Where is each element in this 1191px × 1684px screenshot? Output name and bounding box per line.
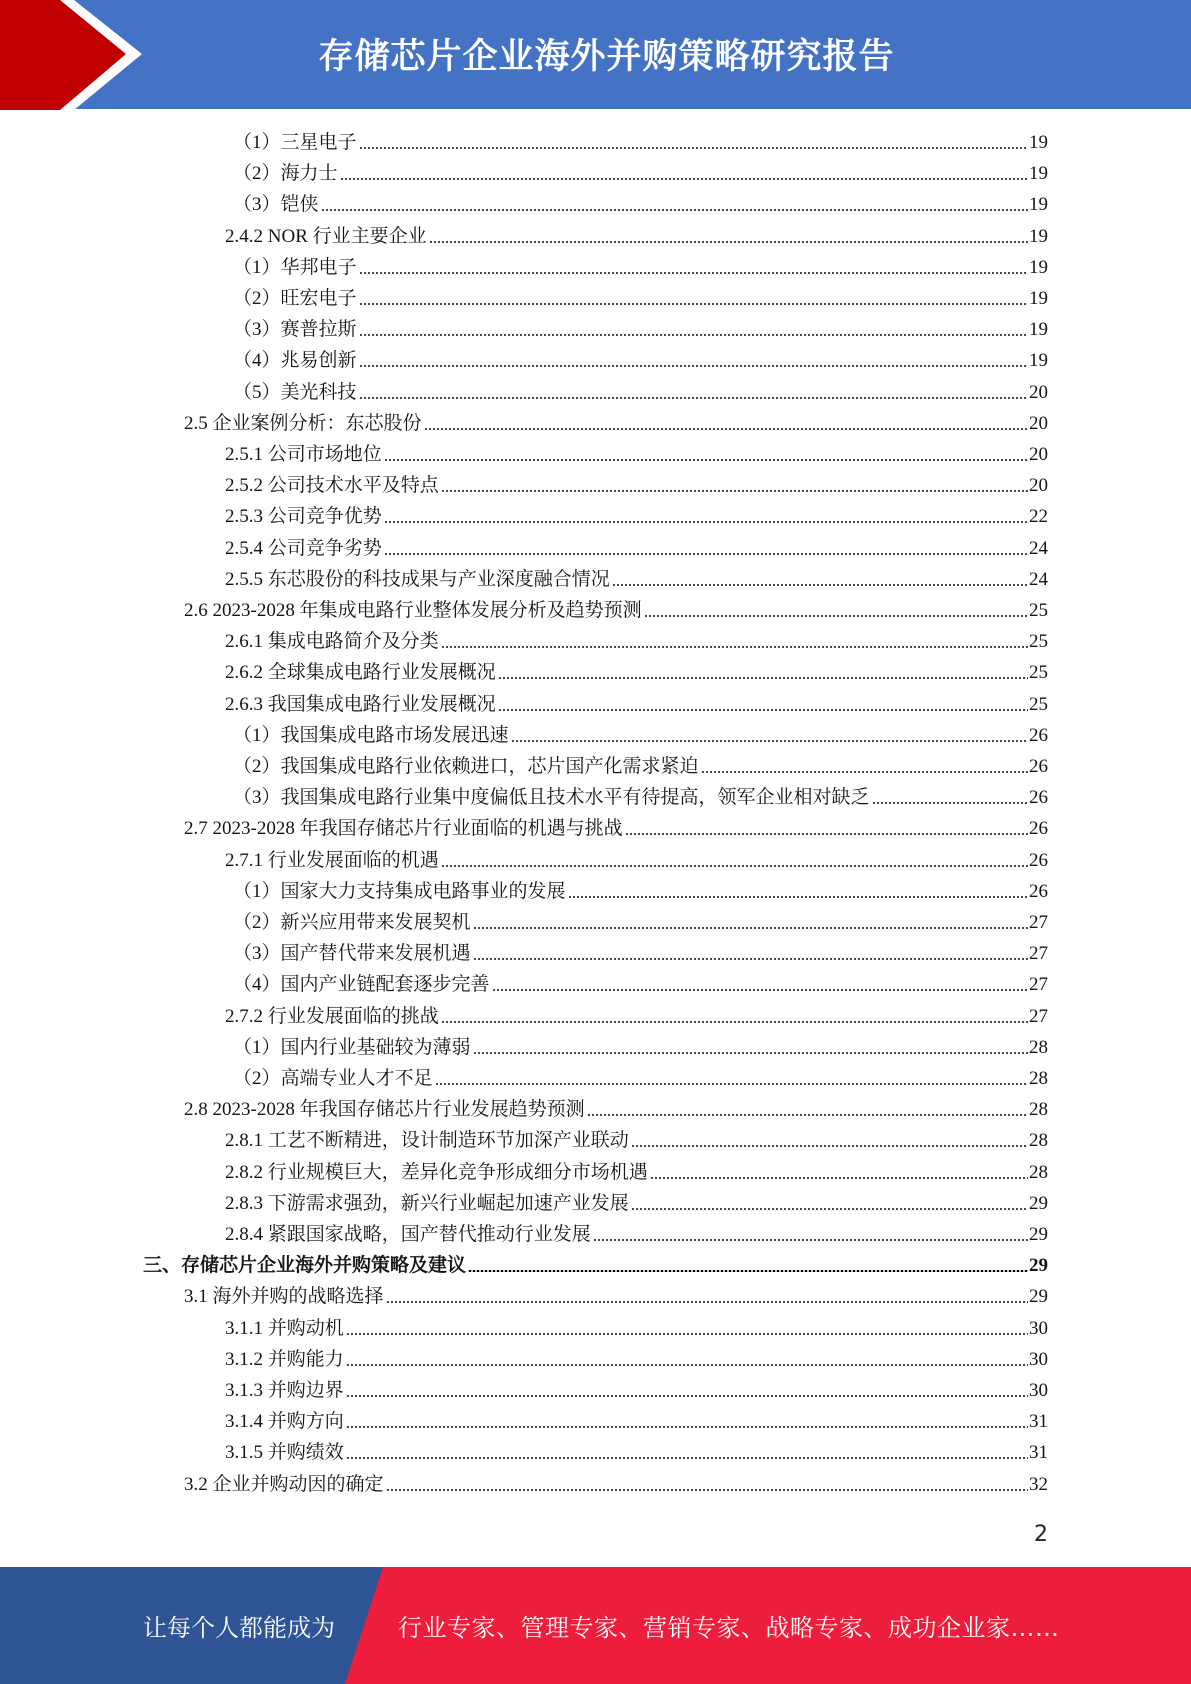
toc-entry[interactable] [184,1469,1048,1500]
toc-entry-title: （1）华邦电子 [233,256,357,278]
toc-entry-title: 2.5.2 公司技术水平及特点 [225,475,439,497]
toc-entry[interactable] [233,969,1048,1000]
toc-entry-title: （4）国内产业链配套逐步完善 [233,974,490,996]
toc-entry[interactable] [225,689,1048,720]
toc-dot-leader [359,303,1028,305]
toc-entry[interactable] [225,1375,1048,1406]
toc-entry[interactable] [225,439,1048,470]
toc-entry-page: 28 [1029,1099,1048,1121]
toc-entry[interactable] [233,1063,1048,1094]
footer-slogan: 让每个人都能成为 [143,1614,335,1642]
toc-dot-leader [468,1270,1028,1272]
toc-entry-page: 28 [1029,1130,1048,1152]
toc-entry[interactable] [233,751,1048,782]
toc-dot-leader [498,677,1028,679]
toc-entry-title: （3）国产替代带来发展机遇 [233,943,471,965]
toc-entry-title: （2）海力士 [233,163,338,185]
toc-dot-leader [492,989,1028,991]
document-title: 存储芯片企业海外并购策略研究报告 [318,37,895,77]
toc-entry[interactable] [233,158,1048,189]
toc-entry-page: 26 [1029,818,1048,840]
toc-entry-page: 19 [1029,132,1048,153]
toc-dot-leader [340,178,1028,180]
toc-dot-leader [429,241,1028,243]
toc-entry-title: 2.5 企业案例分析：东芯股份 [184,412,422,434]
toc-entry-title: 3.1.2 并购能力 [225,1348,344,1370]
toc-entry-title: （2）高端专业人才不足 [233,1068,433,1089]
toc-entry[interactable] [233,782,1048,813]
toc-entry-page: 26 [1029,756,1048,777]
toc-entry-page: 19 [1029,288,1048,309]
toc-entry-page: 26 [1029,849,1048,871]
toc-entry-title: （1）国家大力支持集成电路事业的发展 [233,880,566,902]
toc-dot-leader [498,709,1028,711]
toc-entry[interactable] [225,1219,1048,1250]
toc-entry-page: 20 [1029,412,1048,434]
page-number: 2 [1034,1522,1048,1547]
toc-entry[interactable] [225,1344,1048,1375]
toc-dot-leader [384,459,1028,461]
toc-entry-page: 26 [1029,880,1048,902]
toc-dot-leader [473,958,1028,960]
toc-dot-leader [386,1301,1028,1303]
toc-entry[interactable] [225,845,1048,876]
toc-entry-title: （5）美光科技 [233,381,357,403]
toc-entry-page: 19 [1029,256,1048,278]
toc-entry[interactable] [233,189,1048,220]
toc-entry-title: 2.6.2 全球集成电路行业发展概况 [225,662,496,684]
toc-entry-page: 30 [1029,1348,1048,1370]
toc-entry-title: （3）铠侠 [233,194,319,216]
toc-entry-title: 2.8.4 紧跟国家战略，国产替代推动行业发展 [225,1224,591,1245]
toc-entry[interactable] [233,876,1048,907]
toc-entry-page: 27 [1029,1005,1048,1027]
toc-dot-leader [441,1021,1028,1023]
toc-dot-leader [346,1395,1028,1397]
toc-entry[interactable] [233,377,1048,408]
toc-entry-title: 2.6.3 我国集成电路行业发展概况 [225,693,496,715]
toc-dot-leader [424,428,1028,430]
toc-entry[interactable] [225,657,1048,688]
toc-entry-page: 24 [1029,537,1048,559]
toc-entry[interactable] [233,907,1048,938]
toc-entry-title: 2.5.5 东芯股份的科技成果与产业深度融合情况 [225,568,610,590]
toc-entry[interactable] [225,564,1048,595]
toc-entry[interactable] [225,1125,1048,1156]
toc-entry-title: 三、存储芯片企业海外并购策略及建议 [143,1255,467,1277]
toc-entry-page: 31 [1029,1442,1048,1464]
toc-entry[interactable] [225,626,1048,657]
toc-entry-page: 22 [1029,506,1048,528]
toc-dot-leader [644,615,1028,617]
toc-entry-page: 20 [1029,381,1048,403]
toc-dot-leader [441,490,1028,492]
toc-dot-leader [346,1364,1028,1366]
toc-entry-page: 31 [1029,1411,1048,1433]
toc-entry[interactable] [233,127,1048,158]
toc-entry[interactable] [225,1406,1048,1437]
toc-dot-leader [650,1177,1028,1179]
toc-entry-page: 19 [1029,319,1048,341]
toc-entry-title: 3.2 企业并购动因的确定 [184,1473,384,1495]
toc-dot-leader [441,865,1028,867]
toc-entry-title: 2.6.1 集成电路简介及分类 [225,631,439,653]
toc-dot-leader [346,1457,1028,1459]
toc-entry-page: 19 [1029,194,1048,216]
toc-entry[interactable] [225,533,1048,564]
toc-entry[interactable] [225,501,1048,532]
toc-entry[interactable] [225,1313,1048,1344]
toc-entry-page: 25 [1029,600,1048,621]
toc-entry-page: 29 [1029,1255,1048,1277]
toc-dot-leader [612,584,1028,586]
page-header [0,0,1191,110]
toc-dot-leader [346,1426,1028,1428]
toc-entry[interactable] [225,1001,1048,1032]
toc-entry-page: 27 [1029,943,1048,965]
toc-dot-leader [346,1333,1028,1335]
toc-entry-title: 2.5.3 公司竞争优势 [225,506,382,528]
toc-entry-title: （3）我国集成电路行业集中度偏低且技术水平有待提高，领军企业相对缺乏 [233,787,870,809]
toc-entry-page: 28 [1029,1036,1048,1058]
toc-entry-title: （1）三星电子 [233,132,357,153]
toc-entry[interactable] [233,1032,1048,1063]
toc-entry-title: 3.1.4 并购方向 [225,1411,344,1433]
toc-entry[interactable] [184,1281,1048,1312]
toc-dot-leader [631,1145,1028,1147]
toc-entry-title: 2.8.1 工艺不断精进，设计制造环节加深产业联动 [225,1130,629,1152]
page-footer [0,1567,1191,1684]
toc-dot-leader [593,1239,1028,1241]
toc-entry-page: 27 [1029,912,1048,933]
toc-entry[interactable] [233,938,1048,969]
toc-entry-page: 25 [1029,693,1048,715]
toc-dot-leader [441,646,1028,648]
toc-dot-leader [359,365,1028,367]
toc-entry-title: （1）我国集成电路市场发展迅速 [233,724,509,746]
toc-dot-leader [359,397,1028,399]
toc-dot-leader [625,833,1028,835]
toc-entry-title: 2.7.1 行业发展面临的机遇 [225,849,439,871]
toc-entry-title: 3.1.5 并购绩效 [225,1442,344,1464]
toc-entry-page: 26 [1029,724,1048,746]
toc-entry[interactable] [225,470,1048,501]
toc-entry[interactable] [225,1437,1048,1468]
toc-entry[interactable] [184,408,1048,439]
toc-entry[interactable] [225,1188,1048,1219]
toc-entry-title: 2.5.1 公司市场地位 [225,444,382,465]
toc-entry[interactable] [143,1250,1048,1281]
toc-entry-page: 20 [1029,444,1048,465]
toc-entry[interactable] [225,221,1048,252]
toc-dot-leader [473,1052,1028,1054]
toc-dot-leader [384,553,1028,555]
toc-entry-title: 2.7.2 行业发展面临的挑战 [225,1005,439,1027]
toc-entry-page: 30 [1029,1317,1048,1339]
toc-entry-title: 2.4.2 NOR 行业主要企业 [225,225,427,247]
toc-dot-leader [435,1083,1028,1085]
toc-entry[interactable] [233,345,1048,376]
toc-entry[interactable] [233,252,1048,283]
toc-entry[interactable] [225,1157,1048,1188]
toc-entry-page: 27 [1029,974,1048,996]
toc-dot-leader [384,521,1028,523]
footer-tagline: 行业专家、管理专家、营销专家、战略专家、成功企业家…… [398,1614,1060,1642]
toc-entry-title: 2.6 2023-2028 年集成电路行业整体发展分析及趋势预测 [184,600,642,621]
toc-entry-page: 28 [1029,1161,1048,1183]
toc-dot-leader [386,1489,1028,1491]
toc-dot-leader [631,1208,1028,1210]
toc-dot-leader [473,927,1028,929]
toc-dot-leader [511,740,1028,742]
toc-entry-page: 24 [1029,568,1048,590]
toc-entry-title: 3.1.3 并购边界 [225,1380,344,1401]
toc-entry-page: 28 [1029,1068,1048,1089]
toc-entry-page: 29 [1029,1224,1048,1245]
toc-entry-title: 2.5.4 公司竞争劣势 [225,537,382,559]
toc-entry-page: 29 [1029,1192,1048,1214]
toc-entry-title: （2）旺宏电子 [233,288,357,309]
toc-entry-page: 19 [1029,225,1048,247]
toc-entry-page: 25 [1029,662,1048,684]
toc-entry-title: 2.8.3 下游需求强劲，新兴行业崛起加速产业发展 [225,1192,629,1214]
toc-dot-leader [587,1114,1028,1116]
toc-entry-title: 2.7 2023-2028 年我国存储芯片行业面临的机遇与挑战 [184,818,623,840]
toc-entry[interactable] [233,314,1048,345]
toc-entry[interactable] [233,283,1048,314]
toc-entry-title: 2.8.2 行业规模巨大，差异化竞争形成细分市场机遇 [225,1161,648,1183]
toc-dot-leader [359,272,1028,274]
toc-entry-page: 25 [1029,631,1048,653]
toc-dot-leader [872,802,1028,804]
toc-entry-page: 20 [1029,475,1048,497]
toc-entry-title: （2）我国集成电路行业依赖进口，芯片国产化需求紧迫 [233,756,699,777]
toc-entry-title: 3.1 海外并购的战略选择 [184,1286,384,1308]
toc-entry-title: 3.1.1 并购动机 [225,1317,344,1339]
toc-entry[interactable] [233,720,1048,751]
toc-entry-title: （1）国内行业基础较为薄弱 [233,1036,471,1058]
toc-entry-title: （2）新兴应用带来发展契机 [233,912,471,933]
toc-entry-title: 2.8 2023-2028 年我国存储芯片行业发展趋势预测 [184,1099,585,1121]
toc-entry-page: 26 [1029,787,1048,809]
toc-entry-page: 29 [1029,1286,1048,1308]
toc-dot-leader [359,334,1028,336]
toc-entry-page: 32 [1029,1473,1048,1495]
toc-entry-title: （3）赛普拉斯 [233,319,357,341]
toc-dot-leader [568,896,1028,898]
toc-entry-title: （4）兆易创新 [233,350,357,372]
toc-entry[interactable] [184,1094,1048,1125]
toc-dot-leader [359,147,1028,149]
toc-dot-leader [701,771,1028,773]
toc-dot-leader [321,209,1028,211]
toc-entry-page: 19 [1029,163,1048,185]
toc-entry[interactable] [184,595,1048,626]
toc-entry[interactable] [184,813,1048,844]
toc-entry-page: 19 [1029,350,1048,372]
toc-entry-page: 30 [1029,1380,1048,1401]
